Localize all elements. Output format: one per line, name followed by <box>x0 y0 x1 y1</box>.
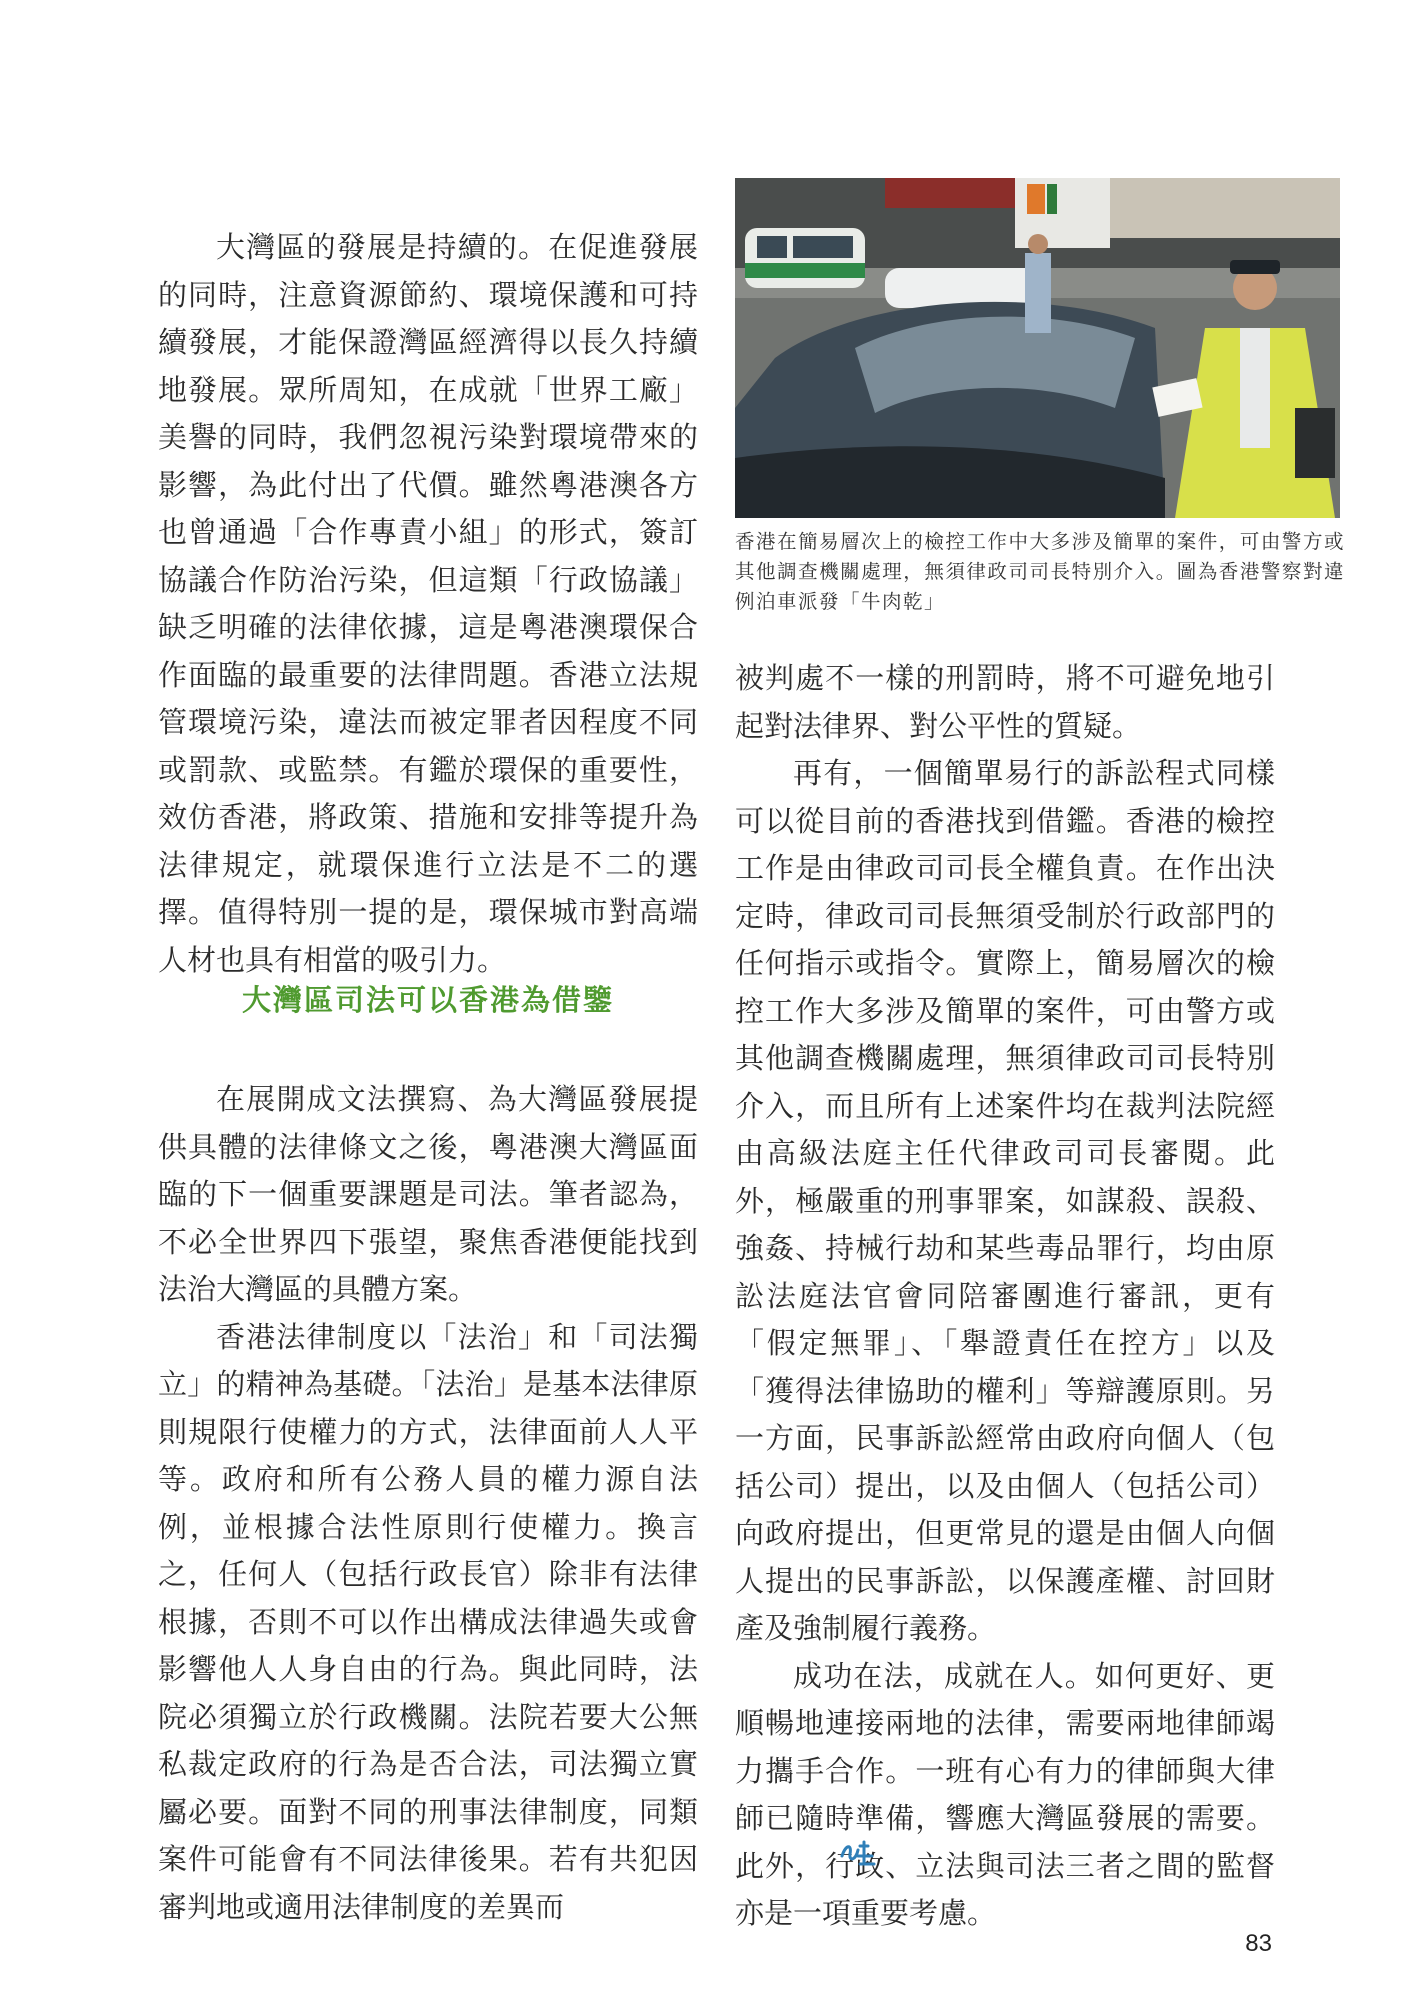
paragraph: 香港法律制度以「法治」和「司法獨立」的精神為基礎。「法治」是基本法律原則規限行使權力的方式，法律面前人人平等。政府和所有公務人員的權力源自法例，並根據合法性原則行使權力。換言之，任何人（包括行政長官）除非有法律根據，否則不可以作出構成法律過失或會影響他人人身自由的行為。與此同時，法院必須獨立於行政機關。法院若要大公無私裁定政府的行為是否合法，司法獨立實屬必要。面對不同的刑事法律制度，同類案件可能會有不同法律後果。若有共犯因審判地或適用法律制度的差異而 <box>158 1319 698 1924</box>
page-number: 83 <box>1245 1930 1272 1957</box>
paragraph: 大灣區的發展是持續的。在促進發展的同時，注意資源節約、環境保護和可持續發展，才能保證灣區經濟得以長久持續地發展。眾所周知，在成就「世界工廠」美譽的同時，我們忽視污染對環境帶來的影響，為此付出了代價。雖然粵港澳各方也曾通過「合作專責小組」的形式，簽訂協議合作防治污染，但這類「行政協議」缺乏明確的法律依據，這是粵港澳環保合作面臨的最重要的法律問題。香港立法規管環境污染，違法而被定罪者因程度不同或罰款、或監禁。有鑑於環保的重要性，效仿香港，將政策、措施和安排等提升為法律規定，就環保進行立法是不二的選擇。值得特別一提的是，環保城市對高端人材也具有相當的吸引力。 <box>158 230 698 977</box>
paragraph: 成功在法，成就在人。如何更好、更順暢地連接兩地的法律，需要兩地律師竭力攜手合作。一班有心有力的律師與大律師已隨時準備，響應大灣區發展的需要。此外，行政、立法與司法三者之間的監督亦是一項重要考慮。 <box>735 1658 1275 1930</box>
right-column <box>735 655 1275 1938</box>
section-heading: 大灣區司法可以香港為借鑒 <box>241 983 614 1017</box>
end-mark-logo <box>838 1838 882 1870</box>
paragraph-continuation: 被判處不一樣的刑罰時，將不可避免地引起對法律界、對公平性的質疑。 <box>735 661 1275 743</box>
photo-caption: 香港在簡易層次上的檢控工作中大多涉及簡單的案件，可由警方或其他調查機關處理，無須律政司司長特別介入。圖為香港警察對違例泊車派發「牛肉乾」 <box>735 530 1345 613</box>
left-column-top <box>158 224 698 984</box>
left-column-bottom <box>158 1076 698 1931</box>
paragraph: 在展開成文法撰寫、為大灣區發展提供具體的法律條文之後，粵港澳大灣區面臨的下一個重要課題是司法。筆者認為，不必全世界四下張望，聚焦香港便能找到法治大灣區的具體方案。 <box>158 1082 698 1306</box>
street-photo <box>735 178 1340 518</box>
paragraph: 再有，一個簡單易行的訴訟程式同樣可以從目前的香港找到借鑑。香港的檢控工作是由律政司司長全權負責。在作出決定時，律政司司長無須受制於行政部門的任何指示或指令。實際上，簡易層次的檢控工作大多涉及簡單的案件，可由警方或其他調查機關處理，無須律政司司長特別介入，而且所有上述案件均在裁判法院經由高級法庭主任代律政司司長審閱。此外，極嚴重的刑事罪案，如謀殺、誤殺、強姦、持械行劫和某些毒品罪行，均由原訟法庭法官會同陪審團進行審訊，更有「假定無罪」、「舉證責任在控方」以及「獲得法律協助的權利」等辯護原則。另一方面，民事訴訟經常由政府向個人（包括公司）提出，以及由個人（包括公司）向政府提出，但更常見的還是由個人向個人提出的民事訴訟，以保護產權、討回財產及強制履行義務。 <box>735 756 1275 1645</box>
